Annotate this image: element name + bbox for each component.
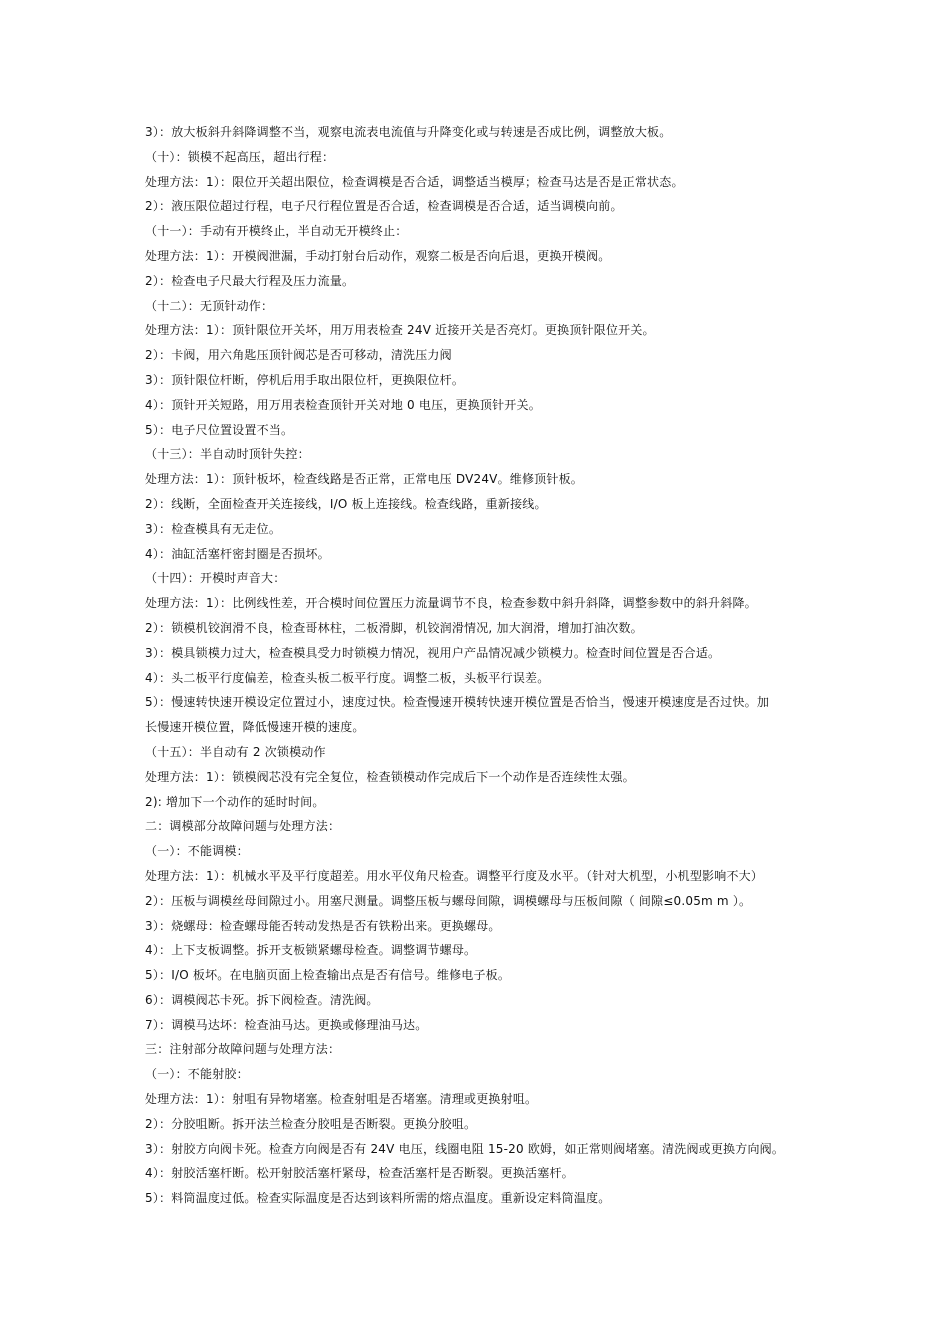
text-line: 处理方法：1）：顶针限位开关坏，用万用表检查 24V 近接开关是否亮灯。更换顶针限位开关。 bbox=[145, 323, 655, 338]
text-line: 处理方法：1）：限位开关超出限位，检查调模是否合适，调整适当模厚；检查马达是否是正常状态。 bbox=[145, 174, 684, 189]
text-line: 2）：检查电子尺最大行程及压力流量。 bbox=[145, 273, 355, 288]
document-body bbox=[145, 120, 813, 1211]
text-line: 2）：锁模机铰润滑不良，检查哥林柱，二板滑脚，机铰润滑情况, 加大润滑，增加打油次数。 bbox=[145, 620, 643, 635]
section-heading: （十四）：开模时声音大： bbox=[145, 571, 286, 586]
text-line: 处理方法：1）：锁模阀芯没有完全复位，检查锁模动作完成后下一个动作是否连续性太强。 bbox=[145, 769, 635, 784]
text-line: 3）：检查模具有无走位。 bbox=[145, 521, 282, 536]
section-heading: （十二）：无顶针动作： bbox=[145, 298, 274, 313]
text-line: 2): 增加下一个动作的延时时间。 bbox=[145, 794, 325, 809]
text-line: 处理方法：1）：比例线性差，开合模时间位置压力流量调节不良，检查参数中斜升斜降，调整参数中的斜升斜降。 bbox=[145, 596, 757, 611]
section-heading: （一）：不能调模： bbox=[145, 844, 249, 859]
section-heading: （十五）：半自动有 2 次锁模动作 bbox=[145, 744, 326, 759]
section-heading: （一）：不能射胶： bbox=[145, 1067, 249, 1082]
text-line: 4）：上下支板调整。拆开支板锁紧螺母检查。调整调节螺母。 bbox=[145, 943, 477, 958]
text-line: 5）：料筒温度过低。检查实际温度是否达到该料所需的熔点温度。重新设定料筒温度。 bbox=[145, 1191, 611, 1206]
text-line: 5）：慢速转快速开模设定位置过小，速度过快。检查慢速开模转快速开模位置是否恰当，慢速开模速度是否过快。加 bbox=[145, 695, 770, 710]
text-line: 2）：液压限位超过行程，电子尺行程位置是否合适，检查调模是否合适，适当调模向前。 bbox=[145, 199, 623, 214]
text-line: 5）：电子尺位置设置不当。 bbox=[145, 422, 294, 437]
text-line: 3）：放大板斜升斜降调整不当，观察电流表电流值与升降变化或与转速是否成比例，调整放大板。 bbox=[145, 125, 672, 139]
text-line: 4）：油缸活塞杆密封圈是否损坏。 bbox=[145, 546, 330, 561]
text-line: 4）：顶针开关短路，用万用表检查顶针开关对地 0 电压，更换顶针开关。 bbox=[145, 397, 541, 412]
section-heading: （十一）：手动有开模终止，半自动无开模终止： bbox=[145, 224, 408, 239]
text-line: 处理方法：1）：机械水平及平行度超差。用水平仪角尺检查。调整平行度及水平。（针对大机型，小机型影响不大） bbox=[145, 868, 764, 883]
chapter-heading: 三：注射部分故障问题与处理方法： bbox=[145, 1042, 341, 1057]
section-heading: （十三）：半自动时顶针失控： bbox=[145, 447, 310, 462]
text-line: 3）：射胶方向阀卡死。检查方向阀是否有 24V 电压，线圈电阻 15-20 欧姆，如正常则阀堵塞。清洗阀或更换方向阀。 bbox=[145, 1141, 785, 1156]
text-line: 6）：调模阀芯卡死。拆下阀检查。清洗阀。 bbox=[145, 992, 379, 1007]
section-heading: （十）：锁模不起高压，超出行程： bbox=[145, 149, 335, 164]
text-line: 3）：模具锁模力过大，检查模具受力时锁模力情况，视用户产品情况减少锁模力。检查时间位置是否合适。 bbox=[145, 645, 721, 660]
text-line: 处理方法：1）：开模阀泄漏，手动打射台后动作，观察二板是否向后退，更换开模阀。 bbox=[145, 248, 611, 263]
text-line: 4）：头二板平行度偏差，检查头板二板平行度。调整二板，头板平行误差。 bbox=[145, 670, 550, 685]
chapter-heading: 二：调模部分故障问题与处理方法： bbox=[145, 819, 341, 834]
text-line: 3）：烧螺母：检查螺母能否转动发热是否有铁粉出来。更换螺母。 bbox=[145, 918, 501, 933]
text-line: 2）：压板与调模丝母间隙过小。用塞尺测量。调整压板与螺母间隙，调模螺母与压板间隙（ 间隙≤0.05m m ）。 bbox=[145, 893, 752, 908]
text-line: 4）：射胶活塞杆断。松开射胶活塞杆紧母，检查活塞杆是否断裂。更换活塞杆。 bbox=[145, 1166, 574, 1181]
text-line: 处理方法：1）：射咀有异物堵塞。检查射咀是否堵塞。清理或更换射咀。 bbox=[145, 1092, 538, 1107]
text-line: 长慢速开模位置，降低慢速开模的速度。 bbox=[145, 720, 365, 735]
text-line: 2）：线断，全面检查开关连接线，I/O 板上连接线。检查线路，重新接线。 bbox=[145, 496, 547, 511]
text-line: 2）：分胶咀断。拆开法兰检查分胶咀是否断裂。更换分胶咀。 bbox=[145, 1116, 477, 1131]
text-line: 5）：I/O 板坏。在电脑页面上检查输出点是否有信号。维修电子板。 bbox=[145, 968, 511, 983]
text-line: 3）：顶针限位杆断，停机后用手取出限位杆，更换限位杆。 bbox=[145, 372, 465, 387]
text-line: 处理方法：1）：顶针板坏，检查线路是否正常，正常电压 DV24V。维修顶针板。 bbox=[145, 472, 583, 487]
text-line: 7）：调模马达坏：检查油马达。更换或修理油马达。 bbox=[145, 1017, 428, 1032]
text-line: 2）：卡阀，用六角匙压顶针阀芯是否可移动，清洗压力阀 bbox=[145, 348, 452, 363]
